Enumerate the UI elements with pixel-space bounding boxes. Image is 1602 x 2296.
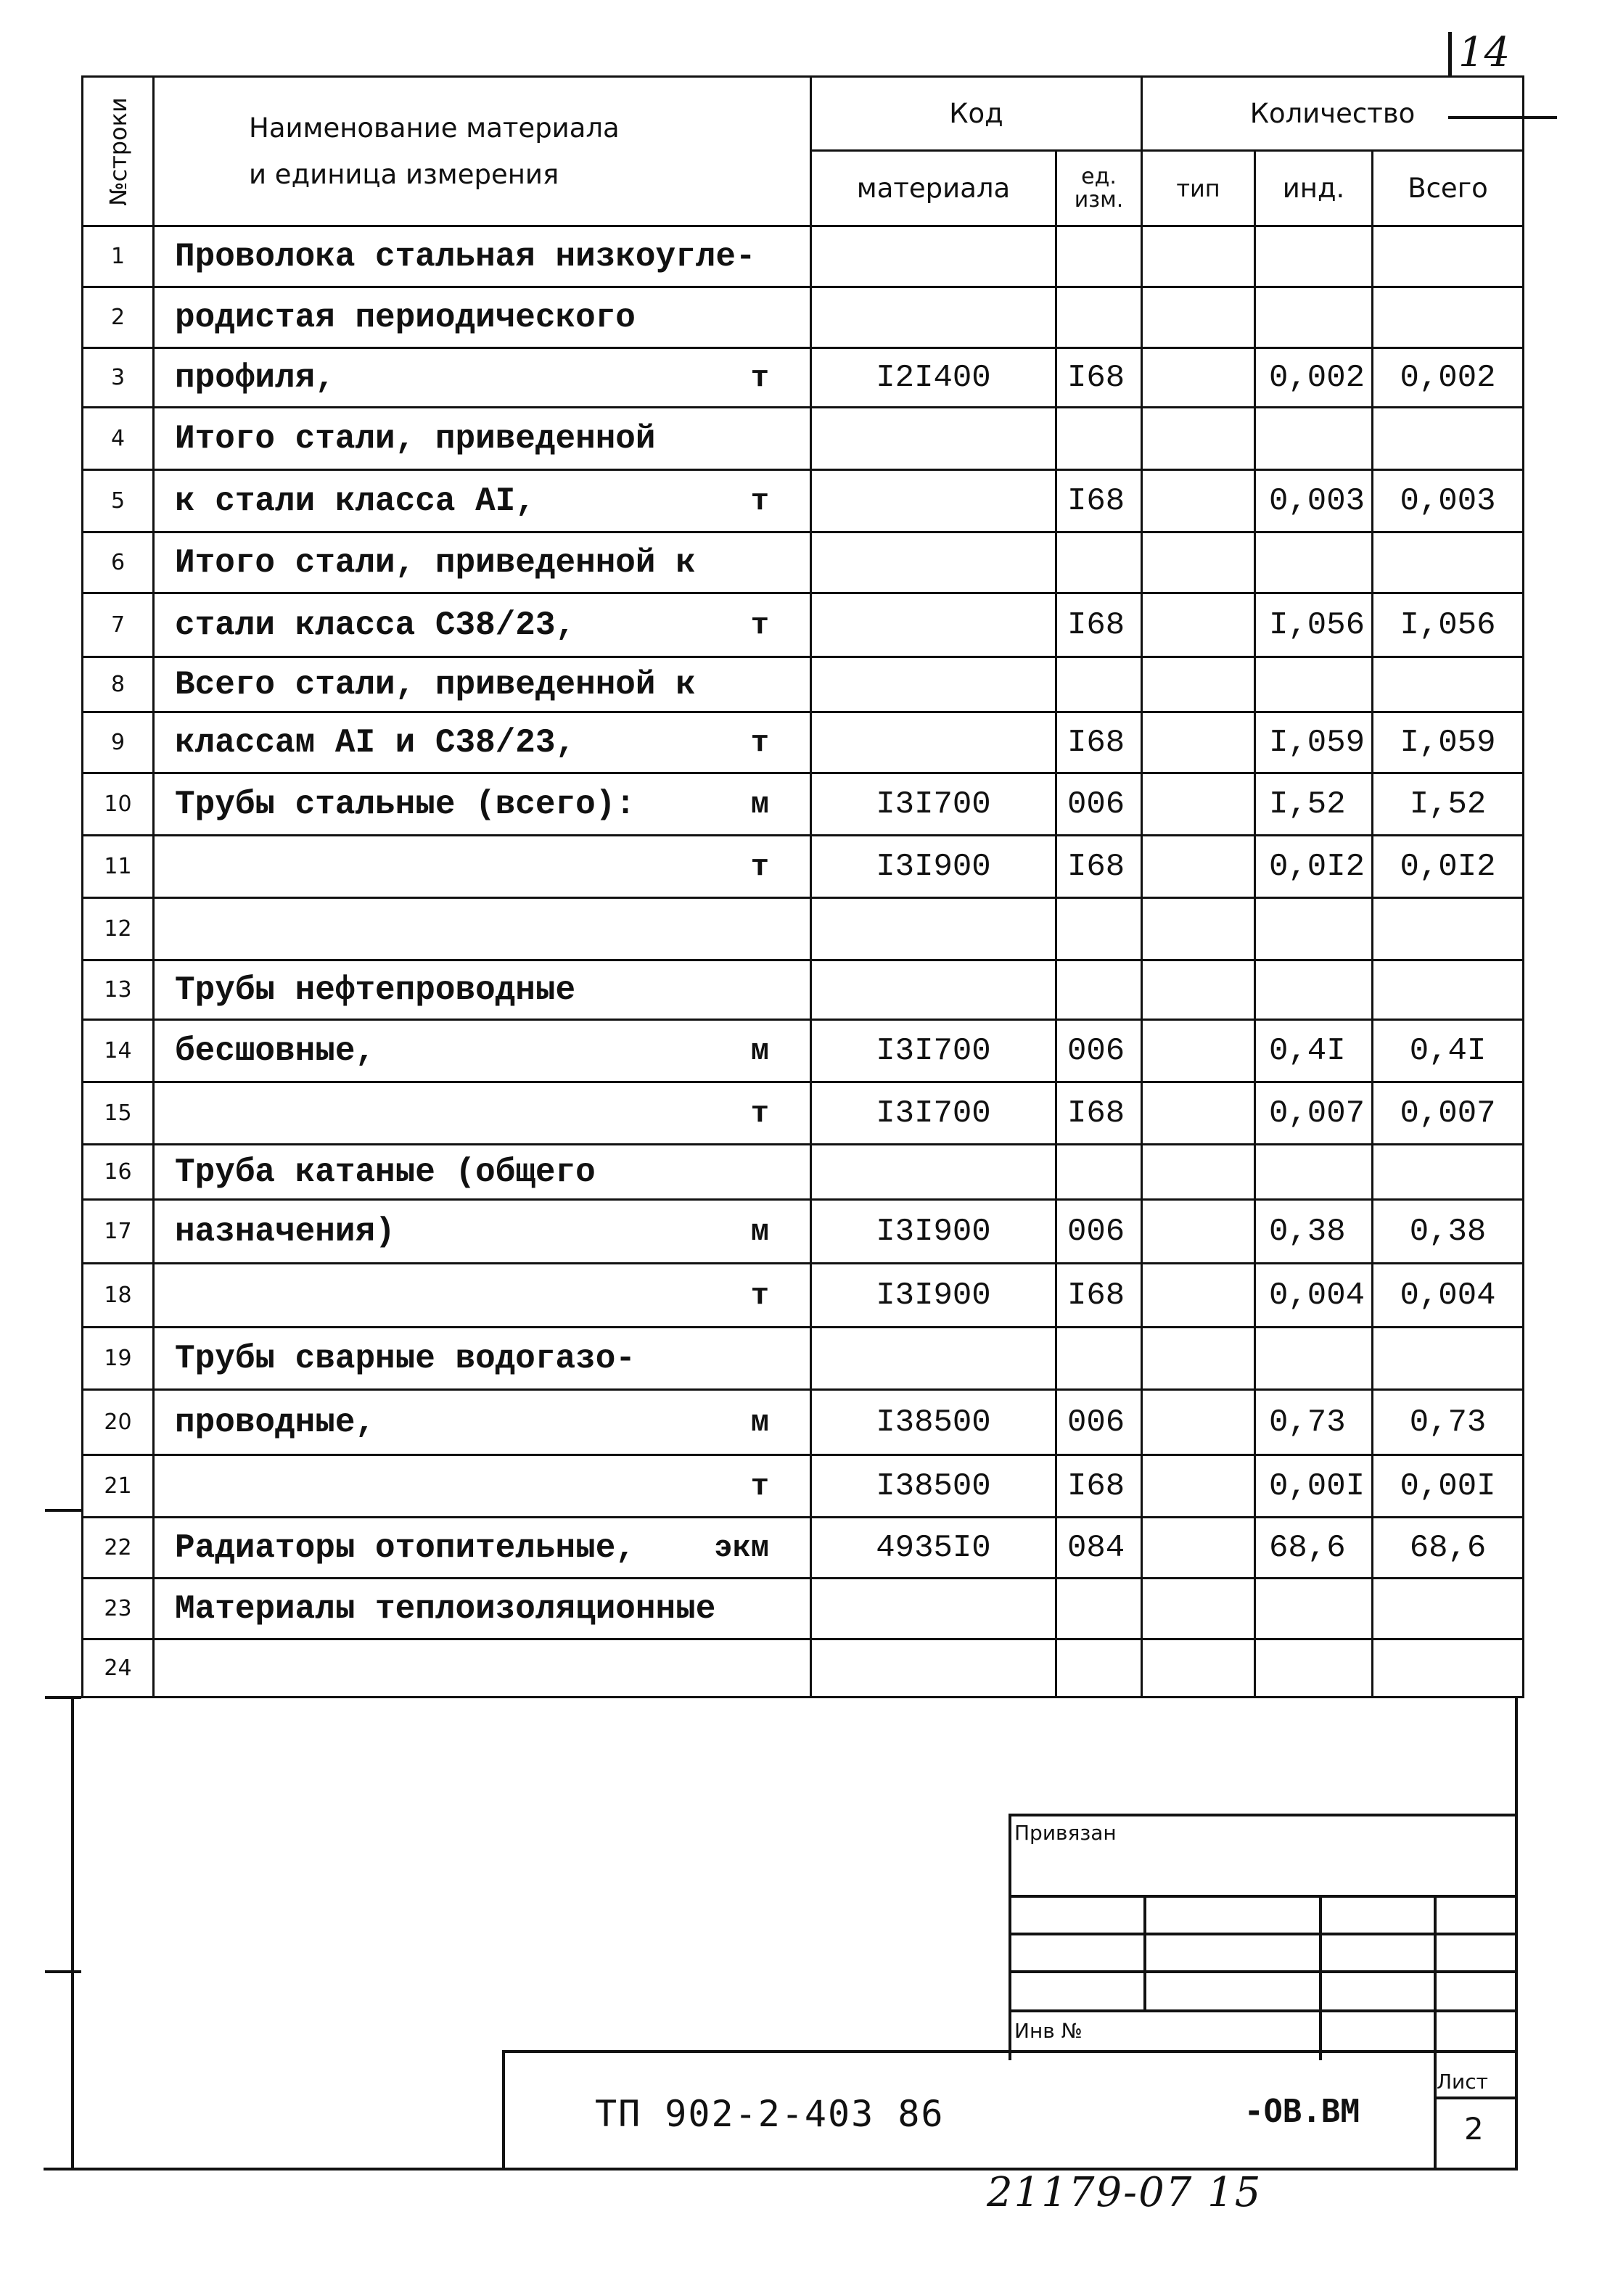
material-code (811, 1328, 1056, 1390)
row-number: 17 (83, 1200, 154, 1264)
quantity-ind: 0,003 (1255, 470, 1373, 532)
material-name-cell (154, 532, 811, 593)
material-code: I3I900 (811, 836, 1056, 898)
quantity-type (1142, 1639, 1255, 1698)
quantity-ind: 0,002 (1255, 348, 1373, 408)
quantity-type (1142, 287, 1255, 348)
quantity-ind (1255, 226, 1373, 287)
quantity-ind (1255, 287, 1373, 348)
row-number: 10 (83, 773, 154, 836)
table-row (83, 226, 1524, 287)
row-number: 8 (83, 657, 154, 712)
unit-mark: т (750, 1277, 769, 1313)
quantity-ind: 0,00I (1255, 1455, 1373, 1518)
table-header (83, 77, 1524, 226)
quantity-total: 0,007 (1373, 1082, 1524, 1145)
quantity-type (1142, 532, 1255, 593)
quantity-type (1142, 593, 1255, 657)
quantity-total: I,059 (1373, 712, 1524, 773)
document-suffix: -ОВ.ВМ (1244, 2093, 1360, 2130)
material-name-cell (154, 1020, 811, 1082)
material-name-cell (154, 1390, 811, 1455)
quantity-total (1373, 408, 1524, 470)
table-row (83, 593, 1524, 657)
material-code (811, 1639, 1056, 1698)
unit-code: I68 (1056, 593, 1142, 657)
material-code (811, 470, 1056, 532)
material-code (811, 1145, 1056, 1200)
quantity-type (1142, 960, 1255, 1020)
unit-code: I68 (1056, 1264, 1142, 1328)
row-number: 13 (83, 960, 154, 1020)
quantity-type (1142, 1579, 1255, 1639)
material-name: Радиаторы отопительные, (175, 1528, 636, 1567)
material-code: I38500 (811, 1390, 1056, 1455)
quantity-type (1142, 898, 1255, 960)
unit-mark: экм (714, 1530, 769, 1565)
unit-code: 006 (1056, 1020, 1142, 1082)
material-name-cell (154, 470, 811, 532)
quantity-ind (1255, 1145, 1373, 1200)
quantity-total (1373, 1145, 1524, 1200)
material-name-cell (154, 1264, 811, 1328)
quantity-total: 68,6 (1373, 1518, 1524, 1579)
quantity-ind-header: инд. (1255, 151, 1373, 226)
code-unit-header: ед. изм. (1056, 151, 1142, 226)
material-code: I3I700 (811, 773, 1056, 836)
table-row (83, 1390, 1524, 1455)
unit-code: 006 (1056, 1200, 1142, 1264)
margin-tick-low (45, 1970, 81, 1973)
code-header: Код (811, 77, 1142, 151)
table-row (83, 1455, 1524, 1518)
material-code (811, 898, 1056, 960)
quantity-total (1373, 1328, 1524, 1390)
quantity-total: 0,0I2 (1373, 836, 1524, 898)
footer-number: 21179-07 15 (987, 2169, 1262, 2216)
quantity-type (1142, 1390, 1255, 1455)
material-name-cell (154, 287, 811, 348)
quantity-total (1373, 1579, 1524, 1639)
quantity-total: 0,38 (1373, 1200, 1524, 1264)
quantity-total-header: Всего (1373, 151, 1524, 226)
quantity-type (1142, 1200, 1255, 1264)
table-row (83, 960, 1524, 1020)
quantity-ind: 0,38 (1255, 1200, 1373, 1264)
row-number: 15 (83, 1082, 154, 1145)
table-row (83, 1264, 1524, 1328)
quantity-ind: 0,0I2 (1255, 836, 1373, 898)
quantity-ind (1255, 960, 1373, 1020)
bound-label: Привязан (1014, 1821, 1117, 1845)
material-name: назначения) (175, 1212, 395, 1251)
unit-mark: м (750, 786, 769, 822)
quantity-type (1142, 1264, 1255, 1328)
material-code (811, 960, 1056, 1020)
unit-code (1056, 1145, 1142, 1200)
quantity-total: 0,00I (1373, 1455, 1524, 1518)
quantity-ind (1255, 1328, 1373, 1390)
material-name: Трубы нефтепроводные (175, 971, 576, 1009)
quantity-type (1142, 773, 1255, 836)
unit-code (1056, 226, 1142, 287)
material-name-cell (154, 1200, 811, 1264)
row-number: 3 (83, 348, 154, 408)
material-name: стали класса С38/23, (175, 606, 576, 644)
quantity-type (1142, 470, 1255, 532)
quantity-ind: I,059 (1255, 712, 1373, 773)
table-row (83, 657, 1524, 712)
material-name-cell (154, 712, 811, 773)
unit-code: I68 (1056, 836, 1142, 898)
material-name-cell (154, 657, 811, 712)
quantity-ind (1255, 1639, 1373, 1698)
unit-code: 006 (1056, 1390, 1142, 1455)
material-code (811, 226, 1056, 287)
material-name: Всего стали, приведенной к (175, 665, 696, 704)
material-name-cell (154, 593, 811, 657)
material-name-cell (154, 1639, 811, 1698)
margin-tick-mid (45, 1509, 81, 1512)
material-name-cell (154, 1082, 811, 1145)
unit-mark: м (750, 1033, 769, 1069)
unit-code (1056, 960, 1142, 1020)
quantity-type (1142, 1518, 1255, 1579)
quantity-ind: I,52 (1255, 773, 1373, 836)
unit-code (1056, 898, 1142, 960)
code-material-header: материала (811, 151, 1056, 226)
page-number-divider (1448, 32, 1452, 75)
table-row (83, 773, 1524, 836)
material-name: Трубы сварные водогазо- (175, 1339, 636, 1378)
unit-mark: т (750, 607, 769, 643)
material-code (811, 532, 1056, 593)
material-code: I3I700 (811, 1082, 1056, 1145)
table-row (83, 470, 1524, 532)
row-number: 7 (83, 593, 154, 657)
table-row (83, 408, 1524, 470)
inventory-label: Инв № (1014, 2019, 1083, 2043)
unit-code (1056, 657, 1142, 712)
material-name: классам AI и С38/23, (175, 723, 576, 762)
sheet-number: 2 (1464, 2111, 1484, 2147)
quantity-total (1373, 226, 1524, 287)
quantity-total: 0,004 (1373, 1264, 1524, 1328)
unit-code: I68 (1056, 712, 1142, 773)
quantity-total (1373, 532, 1524, 593)
table-row (83, 1328, 1524, 1390)
row-number: 4 (83, 408, 154, 470)
row-number: 18 (83, 1264, 154, 1328)
material-name: родистая периодического (175, 298, 636, 337)
unit-code: 084 (1056, 1518, 1142, 1579)
quantity-total: 0,002 (1373, 348, 1524, 408)
quantity-total (1373, 657, 1524, 712)
table-row (83, 1200, 1524, 1264)
table-row (83, 1639, 1524, 1698)
material-name: бесшовные, (175, 1032, 376, 1070)
table-row (83, 836, 1524, 898)
quantity-type (1142, 1145, 1255, 1200)
material-code: 4935I0 (811, 1518, 1056, 1579)
row-number: 5 (83, 470, 154, 532)
material-code (811, 287, 1056, 348)
material-code (811, 408, 1056, 470)
unit-mark: т (750, 360, 769, 395)
row-number: 19 (83, 1328, 154, 1390)
unit-code: I68 (1056, 470, 1142, 532)
material-code (811, 657, 1056, 712)
quantity-ind (1255, 898, 1373, 960)
material-code: I3I900 (811, 1264, 1056, 1328)
material-name-cell (154, 960, 811, 1020)
material-name: проводные, (175, 1403, 376, 1441)
margin-tick-top (45, 1696, 81, 1699)
quantity-ind (1255, 657, 1373, 712)
material-name-cell (154, 226, 811, 287)
material-name-cell (154, 836, 811, 898)
quantity-total: 0,003 (1373, 470, 1524, 532)
table-row (83, 1145, 1524, 1200)
quantity-total: I,52 (1373, 773, 1524, 836)
unit-code (1056, 1639, 1142, 1698)
table-body (83, 226, 1524, 1698)
material-name-cell (154, 1328, 811, 1390)
table-row (83, 1020, 1524, 1082)
material-name: Трубы стальные (всего): (175, 785, 636, 823)
quantity-type (1142, 1455, 1255, 1518)
quantity-total (1373, 287, 1524, 348)
document-code: ТП 902-2-403 86 (595, 2093, 945, 2135)
material-code (811, 593, 1056, 657)
quantity-type (1142, 1020, 1255, 1082)
material-name: к стали класса AI, (175, 482, 535, 520)
unit-mark: м (750, 1214, 769, 1249)
unit-code (1056, 1579, 1142, 1639)
row-number: 11 (83, 836, 154, 898)
quantity-total: 0,73 (1373, 1390, 1524, 1455)
unit-mark: т (750, 1095, 769, 1131)
material-name: Проволока стальная низкоугле- (175, 237, 756, 276)
material-name-header: Наименование материала и единица измерения (154, 77, 811, 226)
row-number: 22 (83, 1518, 154, 1579)
material-name-cell (154, 898, 811, 960)
table-row (83, 532, 1524, 593)
unit-code (1056, 1328, 1142, 1390)
unit-code (1056, 287, 1142, 348)
quantity-total (1373, 1639, 1524, 1698)
unit-mark: т (750, 483, 769, 519)
material-code: I3I900 (811, 1200, 1056, 1264)
unit-mark: т (750, 1468, 769, 1504)
quantity-type (1142, 712, 1255, 773)
quantity-type (1142, 1082, 1255, 1145)
quantity-total: 0,4I (1373, 1020, 1524, 1082)
row-number: 2 (83, 287, 154, 348)
quantity-ind: I,056 (1255, 593, 1373, 657)
quantity-type-header: тип (1142, 151, 1255, 226)
unit-mark: м (750, 1404, 769, 1440)
material-code (811, 1579, 1056, 1639)
table-row (83, 898, 1524, 960)
quantity-type (1142, 657, 1255, 712)
quantity-type (1142, 226, 1255, 287)
quantity-type (1142, 1328, 1255, 1390)
material-name-cell (154, 773, 811, 836)
quantity-ind (1255, 532, 1373, 593)
material-name: Итого стали, приведенной к (175, 543, 696, 582)
material-name-cell (154, 348, 811, 408)
row-number: 21 (83, 1455, 154, 1518)
page-number: 14 (1458, 29, 1511, 76)
material-name: Материалы теплоизоляционные (175, 1589, 716, 1628)
quantity-ind: 0,4I (1255, 1020, 1373, 1082)
table-row (83, 1579, 1524, 1639)
unit-code: 006 (1056, 773, 1142, 836)
table-row (83, 348, 1524, 408)
quantity-ind: 0,004 (1255, 1264, 1373, 1328)
frame-bottom (44, 2168, 1518, 2170)
row-number: 20 (83, 1390, 154, 1455)
row-number: 1 (83, 226, 154, 287)
quantity-total (1373, 898, 1524, 960)
sheet-label: Лист (1437, 2070, 1488, 2094)
material-name: профиля, (175, 358, 335, 397)
table-row (83, 1082, 1524, 1145)
material-code: I3I700 (811, 1020, 1056, 1082)
table-row (83, 287, 1524, 348)
row-number: 12 (83, 898, 154, 960)
material-name: Труба катаные (общего (175, 1153, 596, 1191)
material-code: I38500 (811, 1455, 1056, 1518)
material-code (811, 712, 1056, 773)
unit-code: I68 (1056, 1455, 1142, 1518)
material-name-cell (154, 1518, 811, 1579)
material-code: I2I400 (811, 348, 1056, 408)
quantity-ind: 0,007 (1255, 1082, 1373, 1145)
table-row (83, 1518, 1524, 1579)
unit-code: I68 (1056, 348, 1142, 408)
table-row (83, 712, 1524, 773)
row-number: 24 (83, 1639, 154, 1698)
row-number-header: №строки (83, 77, 154, 226)
frame-left (71, 1696, 74, 2169)
material-name-cell (154, 1145, 811, 1200)
quantity-type (1142, 836, 1255, 898)
quantity-ind (1255, 408, 1373, 470)
unit-code (1056, 408, 1142, 470)
row-number: 23 (83, 1579, 154, 1639)
unit-code: I68 (1056, 1082, 1142, 1145)
quantity-header: Количество (1142, 77, 1524, 151)
materials-table (81, 75, 1524, 1698)
material-name-cell (154, 408, 811, 470)
quantity-ind: 0,73 (1255, 1390, 1373, 1455)
material-name: Итого стали, приведенной (175, 419, 656, 458)
row-number: 14 (83, 1020, 154, 1082)
material-name-cell (154, 1579, 811, 1639)
row-number: 16 (83, 1145, 154, 1200)
quantity-ind: 68,6 (1255, 1518, 1373, 1579)
unit-mark: т (750, 725, 769, 760)
quantity-type (1142, 348, 1255, 408)
quantity-ind (1255, 1579, 1373, 1639)
material-name-cell (154, 1455, 811, 1518)
quantity-type (1142, 408, 1255, 470)
row-number: 6 (83, 532, 154, 593)
unit-code (1056, 532, 1142, 593)
row-number: 9 (83, 712, 154, 773)
quantity-total: I,056 (1373, 593, 1524, 657)
unit-mark: т (750, 849, 769, 884)
quantity-total (1373, 960, 1524, 1020)
